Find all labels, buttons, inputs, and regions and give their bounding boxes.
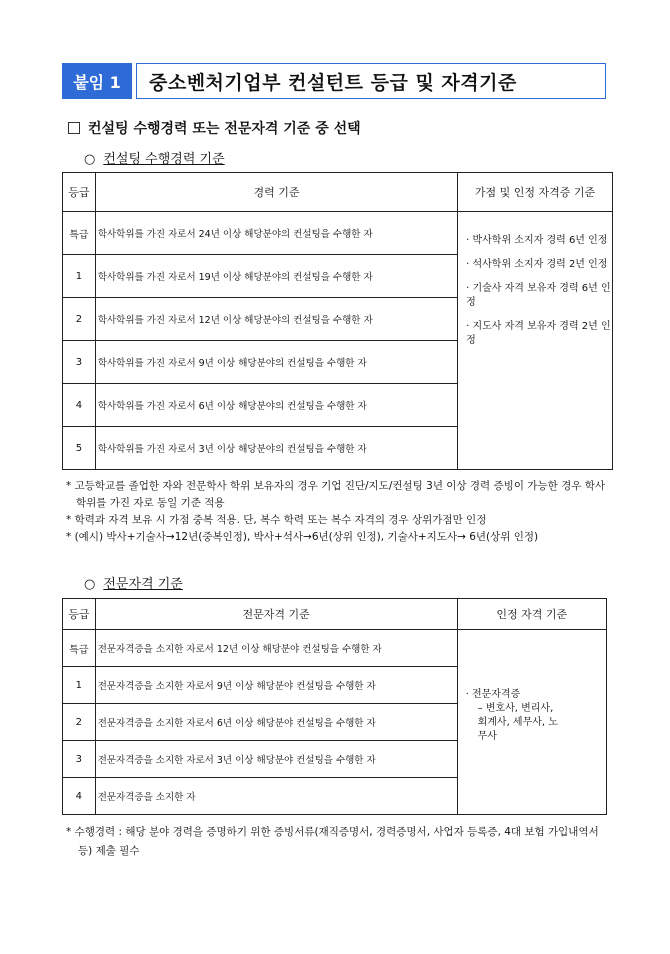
recognized-list bbox=[458, 688, 606, 744]
recognized-cell bbox=[457, 630, 606, 815]
grade-cell: 4 bbox=[63, 778, 96, 815]
section-heading-text: 컨설팅 수행경력 또는 전문자격 기준 중 선택 bbox=[88, 121, 361, 137]
bonus-list bbox=[458, 234, 612, 348]
criteria-cell: 전문자격증을 소지한 자로서 6년 이상 해당분야 컨설팅을 수행한 자 bbox=[95, 704, 457, 741]
criteria-cell: 전문자격증을 소지한 자 bbox=[95, 778, 457, 815]
table-row bbox=[63, 212, 613, 255]
table-header-row bbox=[63, 173, 613, 212]
criteria-cell: 학사학위를 가진 자로서 19년 이상 해당분야의 컨설팅을 수행한 자 bbox=[95, 255, 457, 298]
bonus-item: · 석사학위 소지자 경력 2년 인정 bbox=[466, 259, 608, 270]
bonus-item: · 지도사 자격 보유자 경력 2년 인정 bbox=[466, 321, 611, 346]
section-heading bbox=[68, 118, 361, 138]
recognized-title: · 전문자격증 bbox=[465, 689, 521, 700]
grade-cell: 3 bbox=[63, 341, 96, 384]
col-grade: 등급 bbox=[63, 599, 96, 630]
col-recognized: 인정 자격 기준 bbox=[457, 599, 606, 630]
criteria-cell: 학사학위를 가진 자로서 9년 이상 해당분야의 컨설팅을 수행한 자 bbox=[95, 341, 457, 384]
professional-note: * 수행경력 : 해당 분야 경력을 증명하기 위한 증빙서류(재직증명서, 경력증명서, 사업자 등록증, 4대 보험 가입내역서 등) 제출 필수 bbox=[66, 826, 599, 857]
table-row bbox=[63, 630, 607, 667]
col-criteria: 전문자격 기준 bbox=[95, 599, 457, 630]
criteria-cell: 전문자격증을 소지한 자로서 3년 이상 해당분야 컨설팅을 수행한 자 bbox=[95, 741, 457, 778]
criteria-cell: 학사학위를 가진 자로서 12년 이상 해당분야의 컨설팅을 수행한 자 bbox=[95, 298, 457, 341]
experience-heading bbox=[84, 148, 225, 167]
col-bonus: 가점 및 인정 자격증 기준 bbox=[458, 173, 613, 212]
grade-cell: 2 bbox=[63, 298, 96, 341]
criteria-cell: 전문자격증을 소지한 자로서 9년 이상 해당분야 컨설팅을 수행한 자 bbox=[95, 667, 457, 704]
professional-heading-text: 전문자격 기준 bbox=[103, 577, 183, 592]
criteria-cell: 전문자격증을 소지한 자로서 12년 이상 해당분야 컨설팅을 수행한 자 bbox=[95, 630, 457, 667]
note-line: * 고등학교를 졸업한 자와 전문학사 학위 보유자의 경우 기업 진단/지도/컨설팅 3년 이상 경력 증빙이 가능한 경우 학사학위를 가진 자로 동일 기준 적용 bbox=[66, 480, 605, 509]
note-line: * (예시) 박사+기술사→12년(중복인정), 박사+석사→6년(상위 인정), 기술사+지도사→ 6년(상위 인정) bbox=[66, 531, 539, 543]
circle-bullet-icon: ○ bbox=[84, 577, 96, 592]
criteria-cell: 학사학위를 가진 자로서 3년 이상 해당분야의 컨설팅을 수행한 자 bbox=[95, 427, 457, 470]
grade-cell: 5 bbox=[63, 427, 96, 470]
bonus-item: · 박사학위 소지자 경력 6년 인정 bbox=[466, 235, 608, 246]
grade-cell: 3 bbox=[63, 741, 96, 778]
col-criteria: 경력 기준 bbox=[95, 173, 457, 212]
recognized-items: – 변호사, 변리사, 회계사, 세무사, 노무사 bbox=[477, 703, 558, 742]
experience-table bbox=[62, 172, 613, 470]
grade-cell: 1 bbox=[63, 255, 96, 298]
bonus-cell bbox=[458, 212, 613, 470]
criteria-cell: 학사학위를 가진 자로서 24년 이상 해당분야의 컨설팅을 수행한 자 bbox=[95, 212, 457, 255]
criteria-cell: 학사학위를 가진 자로서 6년 이상 해당분야의 컨설팅을 수행한 자 bbox=[95, 384, 457, 427]
grade-cell: 특급 bbox=[63, 212, 96, 255]
attachment-badge: 붙임 1 bbox=[62, 63, 132, 99]
professional-heading bbox=[84, 573, 183, 592]
grade-cell: 1 bbox=[63, 667, 96, 704]
grade-cell: 2 bbox=[63, 704, 96, 741]
bonus-item: · 기술사 자격 보유자 경력 6년 인정 bbox=[466, 283, 611, 308]
circle-bullet-icon: ○ bbox=[84, 152, 96, 167]
page-title: 중소벤처기업부 컨설턴트 등급 및 자격기준 bbox=[136, 63, 606, 99]
experience-notes bbox=[66, 478, 611, 546]
title-bar bbox=[62, 63, 606, 99]
col-grade: 등급 bbox=[63, 173, 96, 212]
note-line: * 학력과 자격 보유 시 가점 중복 적용. 단, 복수 학력 또는 복수 자격의 경우 상위가점만 인정 bbox=[66, 514, 487, 526]
experience-heading-text: 컨설팅 수행경력 기준 bbox=[103, 152, 225, 167]
table-header-row bbox=[63, 599, 607, 630]
professional-table bbox=[62, 598, 607, 815]
checkbox-square-icon bbox=[68, 122, 80, 134]
grade-cell: 4 bbox=[63, 384, 96, 427]
grade-cell: 특급 bbox=[63, 630, 96, 667]
